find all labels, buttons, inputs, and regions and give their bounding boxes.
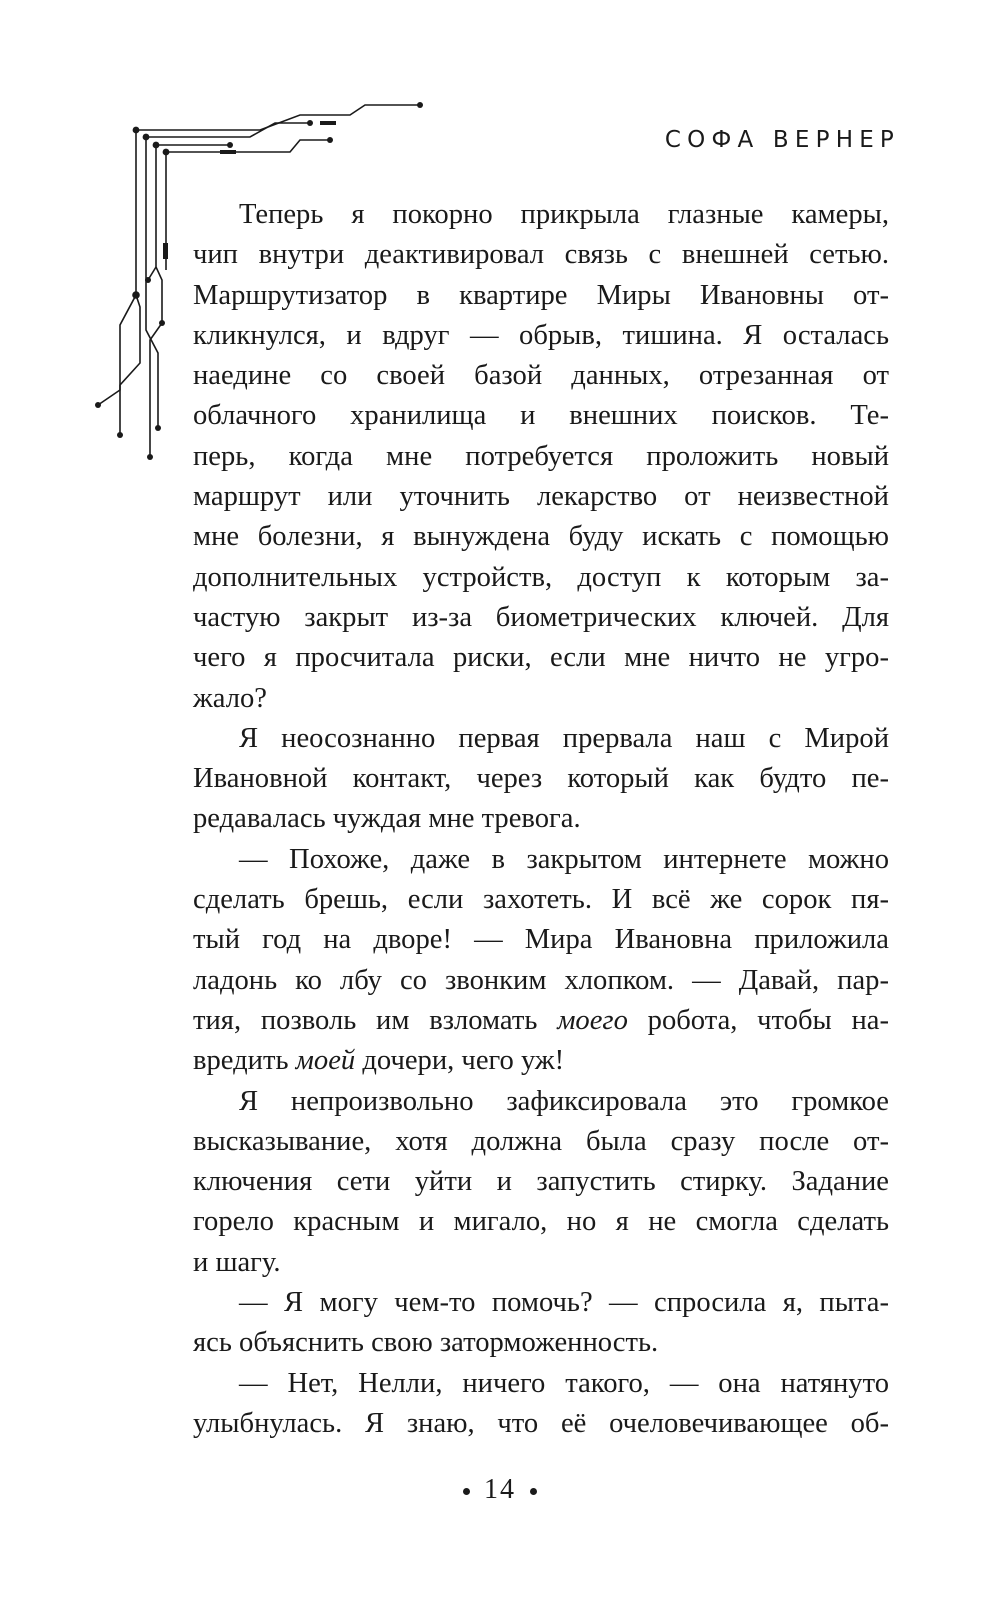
text-line: Я непроизвольно зафиксировала это громкое (239, 1085, 889, 1117)
bullet-icon (463, 1488, 470, 1495)
text-line: ладонь ко лбу со звонким хлопком. — Давай, пар- (193, 964, 889, 996)
text-line: Ивановной контакт, через который как будто пе- (193, 763, 889, 795)
running-header-author: СОФА ВЕРНЕР (664, 127, 900, 153)
text-line: ключения сети уйти и запустить стирку. Задание (193, 1166, 889, 1198)
text-line: дополнительных устройств, доступ к которым за- (193, 561, 889, 593)
page-number: 14 (0, 1474, 1000, 1506)
text-line: наедине со своей базой данных, отрезанная от (193, 360, 889, 392)
text-line: чип внутри деактивировал связь с внешней сетью. (193, 239, 889, 271)
text-line: кликнулся, и вдруг — обрыв, тишина. Я осталась (193, 319, 889, 351)
text-line: — Нет, Нелли, ничего такого, — она натянуто (239, 1367, 889, 1399)
bullet-icon (530, 1488, 537, 1495)
text-line: высказывание, хотя должна была сразу после от- (193, 1125, 889, 1157)
italic-word: моей (295, 1045, 356, 1077)
text-line: вредить моей дочери, чего уж! (193, 1045, 565, 1077)
text-line: Я неосознанно первая прервала наш с Мирой (239, 722, 889, 754)
italic-word: моего (557, 1004, 628, 1036)
text-line: — Я могу чем-то помочь? — спросила я, пыта- (239, 1287, 889, 1319)
text-line: улыбнулась. Я знаю, что её очеловечивающее об- (193, 1407, 889, 1439)
text-line: тия, позволь им взломать моего робота, чтобы на- (193, 1004, 889, 1036)
text-line: — Похоже, даже в закрытом интернете можно (239, 843, 889, 875)
text-line: жало? (193, 682, 267, 714)
text-line: мне болезни, я вынуждена буду искать с помощью (193, 521, 889, 553)
text-line: маршрут или уточнить лекарство от неизвестной (193, 481, 889, 513)
text-line: Маршрутизатор в квартире Миры Ивановны от- (193, 279, 889, 311)
text-line: перь, когда мне потребуется проложить новый (193, 440, 889, 472)
text-line: облачного хранилища и внешних поисков. Те- (193, 400, 889, 432)
text-line: редавалась чуждая мне тревога. (193, 803, 581, 835)
text-line: ясь объяснить свою заторможенность. (193, 1327, 659, 1359)
text-line: горело красным и мигало, но я не смогла сделать (193, 1206, 889, 1238)
text-line: чего я просчитала риски, если мне ничто не угро- (193, 642, 889, 674)
text-line: частую закрыт из-за биометрических ключей. Для (193, 601, 889, 633)
text-line: тый год на дворе! — Мира Ивановна приложила (193, 924, 889, 956)
text-line: и шагу. (193, 1246, 281, 1278)
text-line: Теперь я покорно прикрыла глазные камеры, (239, 199, 889, 230)
body-text (193, 195, 889, 1444)
text-line: сделать брешь, если захотеть. И всё же сорок пя- (193, 884, 889, 916)
